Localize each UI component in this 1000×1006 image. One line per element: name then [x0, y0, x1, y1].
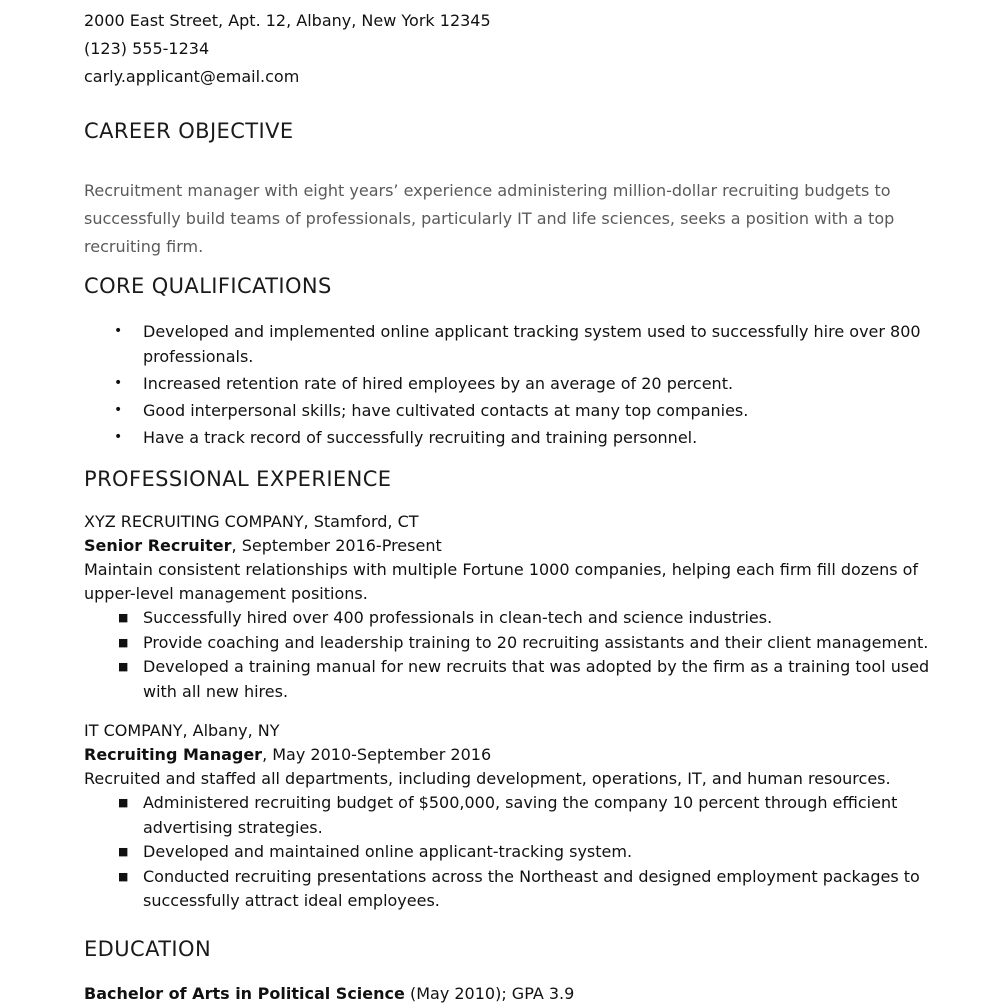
- career-objective-text: Recruitment manager with eight years’ experience administering million-dollar recruiting budgets to successfully build teams of professionals, particularly IT and life sciences, seeks a position with a top recruiting firm.: [84, 181, 895, 256]
- contact-email: carly.applicant@email.com: [84, 67, 300, 86]
- job-title: Recruiting Manager: [84, 745, 263, 764]
- education-details: (May 2010); GPA 3.9: [404, 984, 575, 1003]
- job-company: IT COMPANY, Albany, NY: [84, 721, 280, 740]
- core-qualifications-heading: CORE QUALIFICATIONS: [84, 274, 332, 298]
- bullet-icon: •: [114, 375, 123, 391]
- education-degree: Bachelor of Arts in Political Science: [84, 984, 405, 1003]
- professional-experience-heading: PROFESSIONAL EXPERIENCE: [84, 467, 392, 491]
- bullet-icon: •: [114, 323, 123, 339]
- bullet-icon: •: [114, 402, 123, 418]
- duty-text: Conducted recruiting presentations across the Northeast and designed employment packages to successfully attract ideal employees.: [143, 866, 920, 910]
- job-dates: , May 2010-September 2016: [262, 745, 492, 764]
- qualification-item: [84, 371, 924, 396]
- job-entry-xyz-recruiting: [84, 510, 934, 704]
- contact-address: 2000 East Street, Apt. 12, Albany, New York 12345: [84, 11, 491, 30]
- duty-item: [84, 791, 934, 840]
- qualification-item: [84, 319, 924, 369]
- bullet-icon: •: [114, 429, 123, 445]
- square-bullet-icon: ■: [118, 635, 129, 649]
- duty-item: [84, 865, 934, 914]
- job-entry-it-company: [84, 719, 934, 914]
- duty-text: Developed and maintained online applicant-tracking system.: [143, 842, 633, 861]
- duty-item: [84, 606, 934, 631]
- square-bullet-icon: ■: [118, 869, 129, 883]
- career-objective-heading: CAREER OBJECTIVE: [84, 119, 294, 143]
- job-title-line: [84, 534, 934, 558]
- square-bullet-icon: ■: [118, 845, 129, 858]
- duty-item: [84, 840, 934, 865]
- duty-text: Developed a training manual for new recruits that was adopted by the firm as a training tool used with all new hires.: [143, 657, 930, 701]
- square-bullet-icon: ■: [118, 660, 129, 673]
- square-bullet-icon: ■: [118, 796, 129, 809]
- core-qualifications-list: [84, 319, 924, 452]
- education-heading: EDUCATION: [84, 937, 212, 961]
- duty-text: Administered recruiting budget of $500,000, saving the company 10 percent through efficient advertising strategies.: [143, 793, 898, 837]
- qualification-text: Developed and implemented online applicant tracking system used to successfully hire over 800 professionals.: [143, 322, 921, 366]
- job-title-line: [84, 743, 934, 767]
- job-company: XYZ RECRUITING COMPANY, Stamford, CT: [84, 512, 419, 531]
- qualification-text: Good interpersonal skills; have cultivated contacts at many top companies.: [143, 401, 749, 420]
- duty-text: Successfully hired over 400 professionals in clean-tech and science industries.: [143, 608, 773, 627]
- duty-text: Provide coaching and leadership training to 20 recruiting assistants and their client management.: [143, 632, 929, 652]
- job-duties-list: [84, 791, 934, 914]
- duty-item: [84, 631, 934, 656]
- qualification-item: [84, 398, 924, 423]
- job-summary: Maintain consistent relationships with multiple Fortune 1000 companies, helping each firm fill dozens of upper-level management positions.: [84, 560, 919, 603]
- job-dates: , September 2016-Present: [231, 536, 442, 555]
- contact-phone: (123) 555-1234: [84, 39, 210, 58]
- education-entry: [84, 982, 574, 1006]
- qualification-text: Increased retention rate of hired employees by an average of 20 percent.: [143, 374, 734, 393]
- qualification-item: [84, 425, 924, 450]
- contact-block: [84, 7, 491, 91]
- qualification-text: Have a track record of successfully recruiting and training personnel.: [143, 428, 698, 447]
- job-summary: Recruited and staffed all departments, including development, operations, IT, and human resources.: [84, 769, 891, 788]
- square-bullet-icon: ■: [118, 611, 129, 624]
- duty-item: [84, 655, 934, 704]
- job-duties-list: [84, 606, 934, 704]
- job-title: Senior Recruiter: [84, 536, 232, 555]
